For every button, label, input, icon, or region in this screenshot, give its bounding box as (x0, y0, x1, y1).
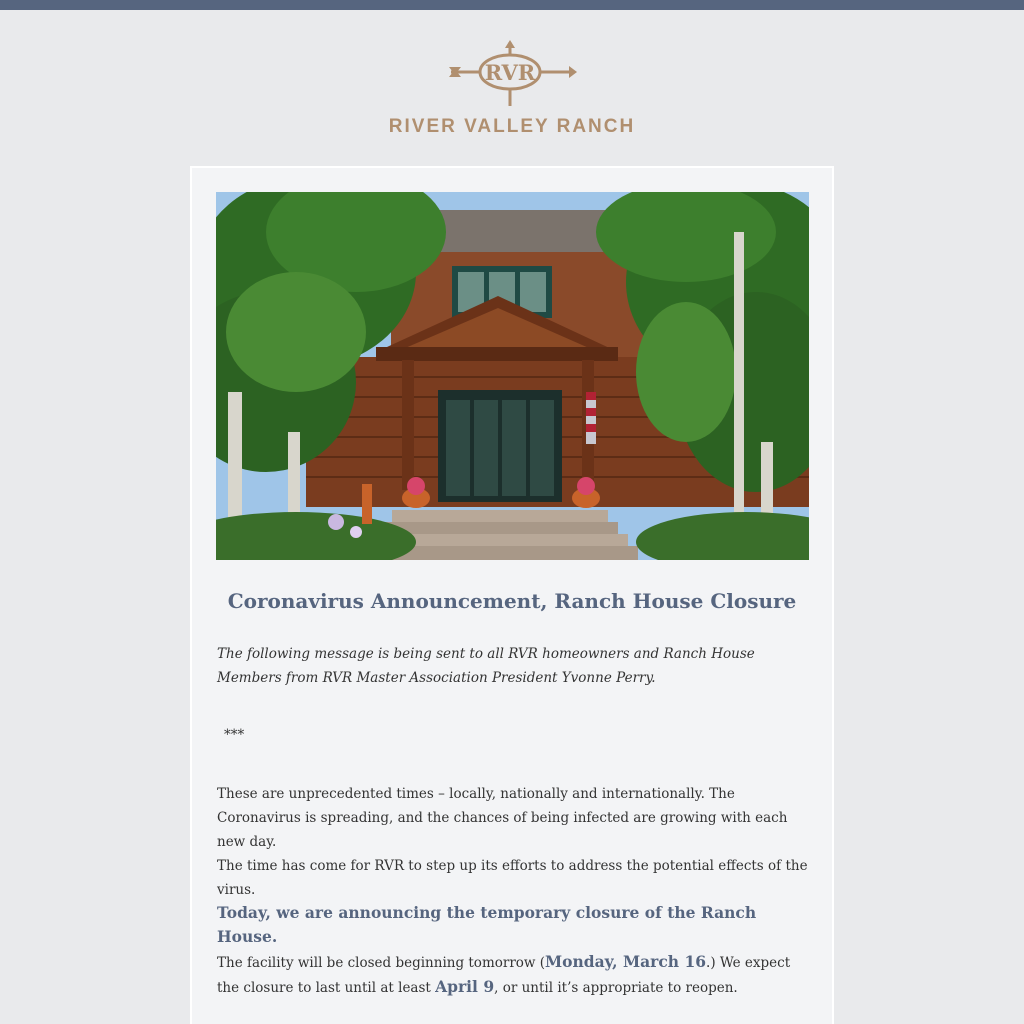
closure-start-date: Monday, March 16 (545, 952, 707, 971)
paragraph-2: The time has come for RVR to step up its efforts to address the potential effects of the virus. (217, 858, 808, 898)
closure-end-date: April 9 (435, 977, 495, 996)
brand-logo[interactable] (0, 40, 1024, 138)
paragraph-1: These are unprecedented times – locally, nationally and internationally. The Coronavirus is spreading, and the chances of being infected are growing with each new day. (217, 786, 788, 850)
p4-part3: , or until it’s appropriate to reopen. (494, 980, 738, 996)
intro-paragraph: The following message is being sent to all RVR homeowners and Ranch House Members from RVR Master Association President Yvonne Perry. (217, 646, 755, 686)
top-bar (0, 0, 1024, 10)
ranch-house-photo (216, 192, 809, 560)
p4-part1: The facility will be closed beginning tomorrow ( (217, 955, 546, 971)
brand-name: RIVER VALLEY RANCH (388, 116, 636, 137)
p4-part2: .) We expect the closure to last until at least (217, 955, 791, 996)
newsletter-card (192, 168, 832, 1024)
article-title: Coronavirus Announcement, Ranch House Closure (227, 589, 797, 613)
separator: *** (224, 727, 245, 743)
closure-announcement: Today, we are announcing the temporary closure of the Ranch House. (217, 903, 757, 946)
compass-arrow-icon (447, 40, 577, 110)
paragraph-4 (217, 950, 809, 1000)
logo-monogram: RVR (484, 60, 536, 85)
